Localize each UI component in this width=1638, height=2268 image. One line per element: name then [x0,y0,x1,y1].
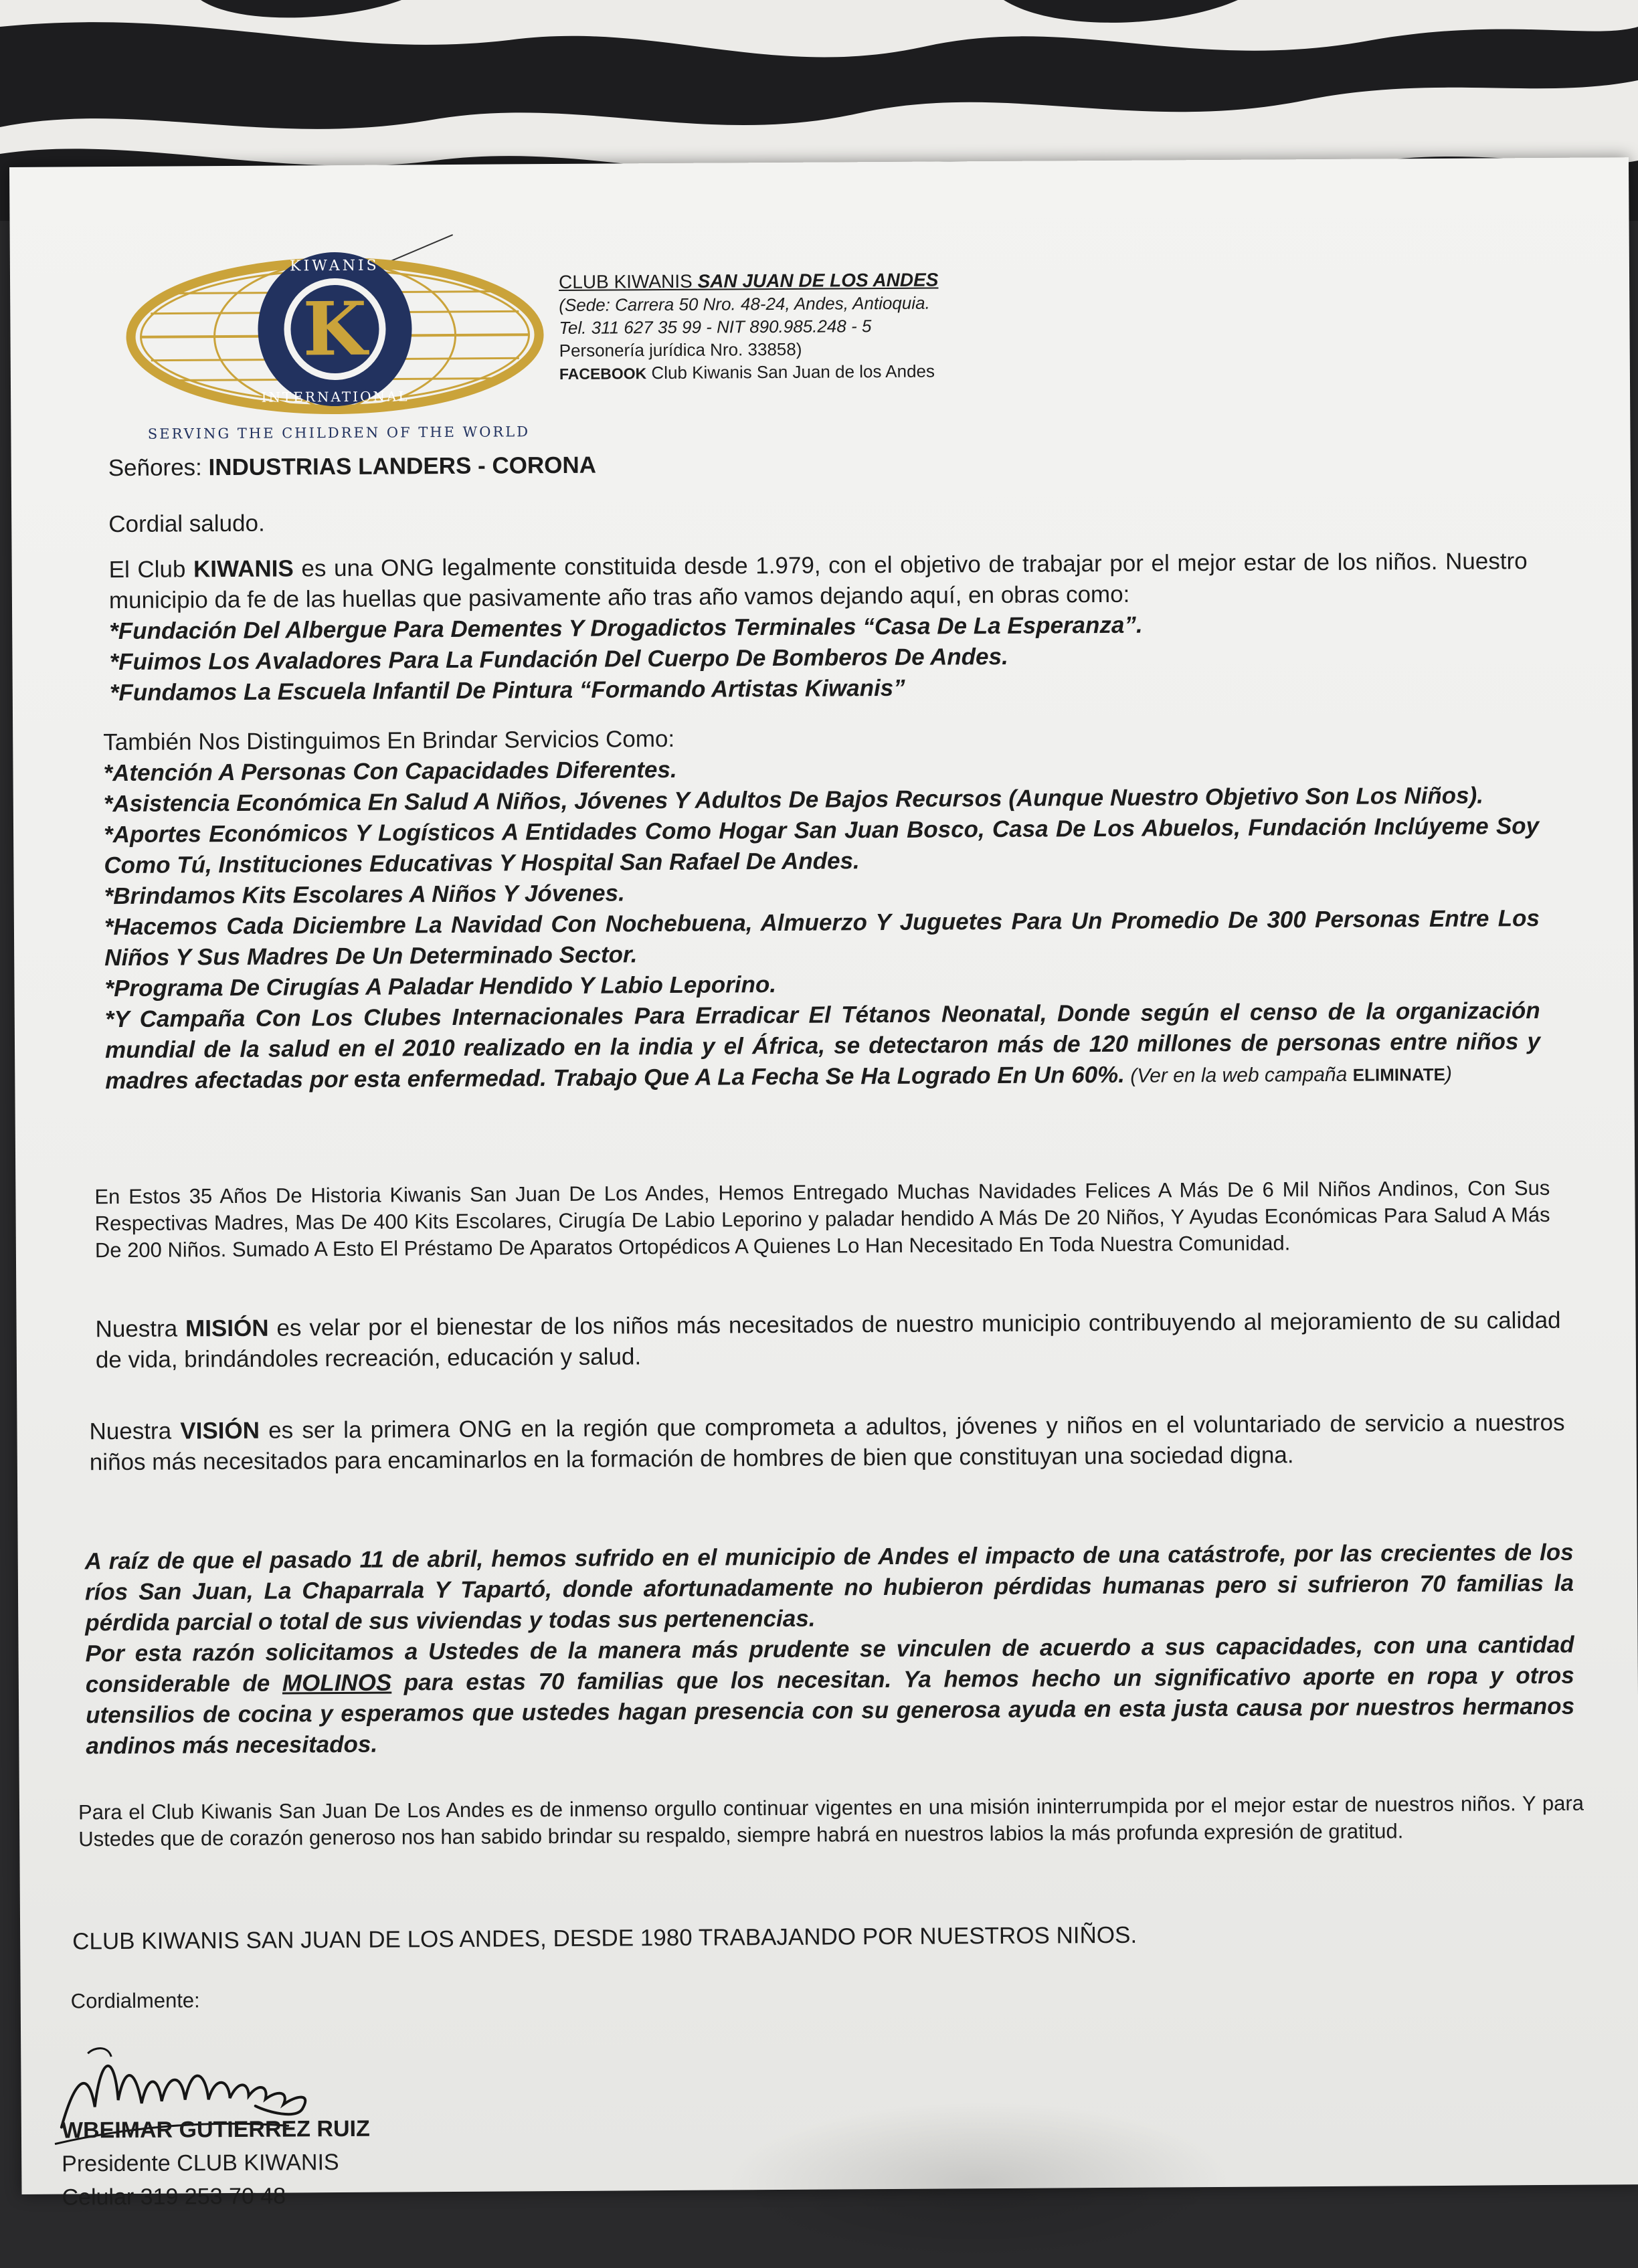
club-address: (Sede: Carrera 50 Nro. 48-24, Andes, Antioquia. [559,292,930,315]
service-item: *Aportes Económicos Y Logísticos A Entidades Como Hogar San Juan Bosco, Casa De Los Abuelos, Fundación Inclúyeme Soy Como Tú, Instituciones Educativas Y Hospital San Rafael De Andes. [103,813,1540,879]
club-header [559,269,939,385]
works-item: *Fuimos Los Avaladores Para La Fundación Del Cuerpo De Bomberos De Andes. [109,643,1008,676]
svg-text:K: K [302,285,367,373]
signer-name: WBEIMAR GUTIERREZ RUIZ [61,2115,370,2144]
svg-text:INTERNATIONAL: INTERNATIONAL [261,388,410,405]
greeting: Cordial saludo. [108,510,265,538]
service-item: *Asistencia Económica En Salud A Niños, Jóvenes Y Adultos De Bajos Recursos (Aunque Nuestro Objetivo Son Los Niños). [103,782,1484,818]
svg-text:SERVING THE CHILDREN OF THE WO: SERVING THE CHILDREN OF THE WORLD [147,423,531,442]
works-item: *Fundamos La Escuela Infantil De Pintura “Formando Artistas Kiwanis” [109,674,905,706]
service-item: *Brindamos Kits Escolares A Niños Y Jóvenes. [104,880,625,910]
club-legal: Personería jurídica Nro. 33858) [559,339,802,361]
club-phone-nit: Tel. 311 627 35 99 - NIT 890.985.248 - 5 [559,316,872,338]
club-name: CLUB KIWANIS SAN JUAN DE LOS ANDES [558,269,939,292]
disaster-description: A raíz de que el pasado 11 de abril, hemos sufrido en el municipio de Andes el impacto de una catástrofe, por las crecientes de los ríos San Juan, La Chaparrala Y Tapartó, donde afortunadamente no hubieron pérdidas humanas pero si sufrieron 70 familias la pérdida parcial o total de sus viviendas y todas sus pertenencias. [84,1539,1574,1636]
services-heading: También Nos Distinguimos En Brindar Servicios Como: [103,725,675,756]
service-item: *Hacemos Cada Diciembre La Navidad Con Nochebuena, Almuerzo Y Juguetes Para Un Promedio De 300 Personas Entre Los Niños Y Sus Madres De Un Determinado Sector. [104,905,1540,971]
signer-phone: Celular 319 253 70 48 [62,2183,286,2210]
request-paragraph [85,1537,1575,1762]
service-item: *Programa De Cirugías A Paladar Hendido Y Labio Leporino. [104,971,777,1002]
history-paragraph: En Estos 35 Años De Historia Kiwanis San Juan De Los Andes, Hemos Entregado Muchas Navidades Felices A Más De 6 Mil Niños Andinos, Con Sus Respectivas Madres, Mas De 400 Kits Escolares, Cirugía De Labio Leporino y paladar hendido A Más De 20 Niños, Y Ayudas Económicas Para Salud A Más De 200 Niños. Sumado A Esto El Préstamo De Aparatos Ortopédicos A Quienes Lo Han Necesitado En Toda Nuestra Comunidad. [94,1175,1550,1262]
services-section [103,719,1540,1098]
signoff: Cordialmente: [70,1988,200,2013]
addressee: Señores: INDUSTRIAS LANDERS - CORONA [108,452,597,482]
kiwanis-logo [110,227,567,444]
svg-text:KIWANIS: KIWANIS [290,257,379,275]
signer-title: Presidente CLUB KIWANIS [62,2150,339,2177]
letter-page [9,157,1638,2210]
club-motto: CLUB KIWANIS SAN JUAN DE LOS ANDES, DESDE 1980 TRABAJANDO POR NUESTROS NIÑOS. [72,1921,1138,1955]
mision-paragraph: Nuestra MISIÓN es velar por el bienestar de los niños más necesitados de nuestro municipio contribuyendo al mejoramiento de su calidad de vida, brindándoles recreación, educación y salud. [95,1307,1561,1374]
vision-paragraph: Nuestra VISIÓN es ser la primera ONG en la región que comprometa a adultos, jóvenes y niños en el voluntariado de servicio a nuestros niños más necesitados para encaminarlos en la formación de hombres de bien que constituyan una sociedad digna. [89,1409,1565,1476]
club-facebook: FACEBOOK Club Kiwanis San Juan de los Andes [559,361,935,383]
service-item: *Atención A Personas Con Capacidades Diferentes. [103,756,677,787]
works-item: *Fundación Del Albergue Para Dementes Y Drogadictos Terminales “Casa De La Esperanza”. [109,611,1143,645]
closing-paragraph: Para el Club Kiwanis San Juan De Los Andes es de inmenso orgullo continuar vigentes en una misión ininterrumpida por el mejor estar de nuestros niños. Y para Ustedes que de corazón generoso nos han sabido brindar su respaldo, siempre habrá en nuestros labios la más profunda expresión de gratitud. [78,1791,1584,1851]
intro-paragraph: El Club KIWANIS es una ONG legalmente constituida desde 1.979, con el objetivo de trabajar por el mejor estar de los niños. Nuestro municipio da fe de las huellas que pasivamente año tras año vamos dejando aquí, en obras como: *Fundación Del Albergue Para Dementes Y Drogadictos Terminales “Casa De La Esperanza”. *Fuimos Los Avaladores Para La Fundación Del Cuerpo De Bomberos De Andes. *Fundamos La Escuela Infantil De Pintura “Formando Artistas Kiwanis” [109,546,1528,708]
service-item-tetanus: *Y Campaña Con Los Clubes Internacionales Para Erradicar El Tétanos Neonatal, Donde según el censo de la organización mundial de la salud en el 2010 realizado en la india y el África, se detectaron más de 120 millones de personas entre niños y madres afectadas por esta enfermedad. Trabajo Que A La Fecha Se Ha Logrado En Un 60%. (Ver en la web campaña ELIMINATE) [104,998,1541,1095]
donation-request: Por esta razón solicitamos a Ustedes de la manera más prudente se vinculen de acuerdo a sus capacidades, con una cantidad considerable de MOLINOS para estas 70 familias que los necesitan. Ya hemos hecho un significativo aporte en ropa y otros utensilios de cocina y esperamos que ustedes hagan presencia con su generosa ayuda en esta justa causa por nuestros hermanos andinos más necesitados. [85,1631,1575,1760]
